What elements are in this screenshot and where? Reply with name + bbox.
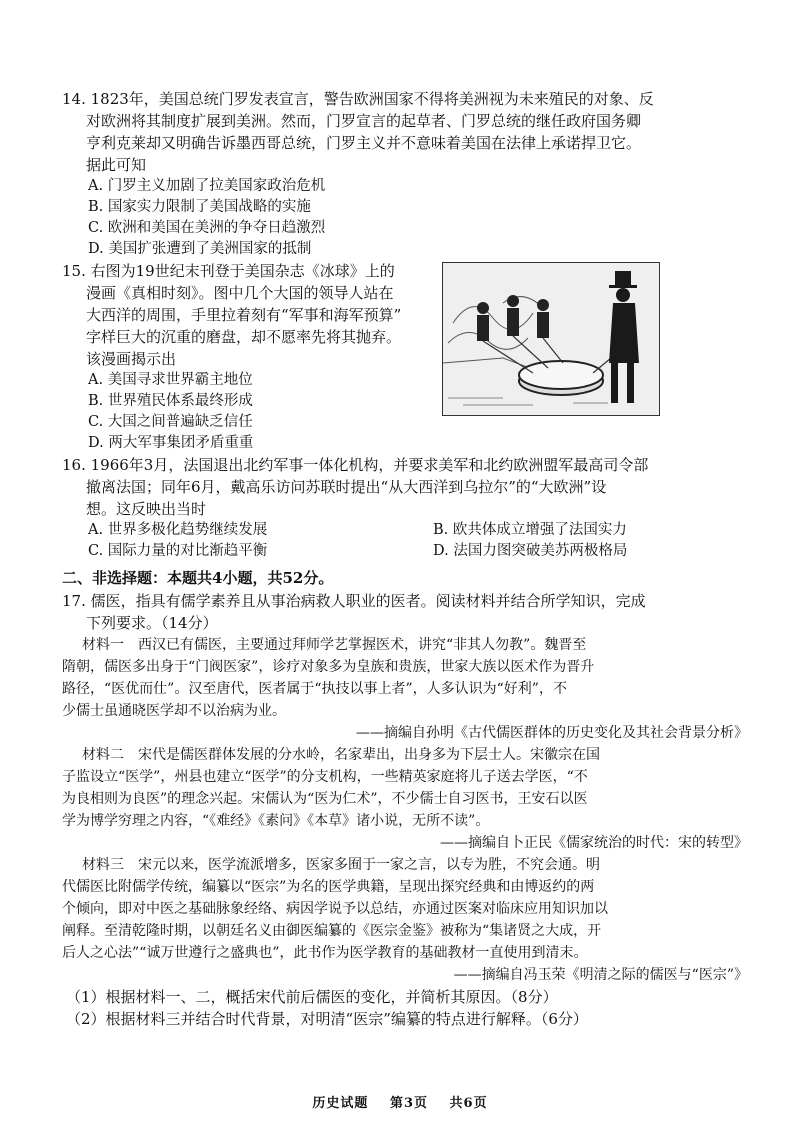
question-17: [62, 590, 752, 1030]
q17-stem-line: 17. 儒医，指具有儒学素养且从事治病救人职业的医者。阅读材料并结合所学知识，完成: [62, 592, 646, 610]
cartoon-illustration: [442, 262, 660, 416]
material-2-line: 材料二 宋代是儒医群体发展的分水岭，名家辈出，出身多为下层士人。宋徽宗在国: [82, 747, 600, 763]
q17-stem-line: 下列要求。（14分）: [86, 614, 218, 632]
material-3-line: 个倾向，即对中医之基础脉象经络、病因学说予以总结，亦通过医案对临床应用知识加以: [62, 901, 608, 917]
material-1-line: 隋朝，儒医多出身于“门阀医家”，诊疗对象多为皇族和贵族，世家大族以医术作为晋升: [62, 659, 595, 675]
q15-option-b: B. 世界殖民体系最终形成: [88, 393, 253, 409]
q16-stem-line: 想。这反映出当时: [86, 500, 207, 518]
page-footer: [0, 1092, 800, 1111]
material-1-line: 材料一 西汉已有儒医，主要通过拜师学艺掌握医术，讲究“非其人勿教”。魏晋至: [82, 637, 587, 653]
material-3-line: 材料三 宋元以来，医学流派增多，医家多囿于一家之言，以专为胜，不究会通。明: [82, 857, 600, 873]
q16-option-d: D. 法国力图突破美苏两极格局: [433, 543, 628, 559]
q14-stem-line: 14. 1823年，美国总统门罗发表宣言，警告欧洲国家不得将美洲视为未来殖民的对象、反: [62, 90, 654, 108]
material-3-line: 阐释。至清乾隆时期，以朝廷名义由御医编纂的《医宗金鉴》被称为“集诸贤之大成，开: [62, 923, 602, 939]
material-1-line: 少儒士虽通晓医学却不以治病为业。: [62, 703, 286, 719]
material-2-line: 学为博学穷理之内容，“《难经》《素问》《本草》诸小说，无所不读”。: [62, 813, 490, 829]
q15-option-c: C. 大国之间普遍缺乏信任: [88, 414, 253, 430]
q15-stem-line: 该漫画揭示出: [86, 350, 177, 368]
q15-stem-line: 大西洋的周围，手里拉着刻有“军事和海军预算”: [86, 306, 402, 324]
footer-page-number: 第3页: [389, 1096, 428, 1111]
q16-option-a: A. 世界多极化趋势继续发展: [88, 522, 268, 538]
q16-option-c: C. 国际力量的对比渐趋平衡: [88, 543, 268, 559]
q15-stem-line: 15. 右图为19世纪末刊登于美国杂志《冰球》上的: [62, 262, 395, 280]
material-3-line: 代儒医比附儒学传统，编纂以“医宗”为名的医学典籍，呈现出探究经典和由博返约的两: [62, 879, 595, 895]
q14-stem-line: 据此可知: [86, 156, 147, 174]
q15-stem-line: 字样巨大的沉重的磨盘，却不愿率先将其抛弃。: [86, 328, 402, 346]
q16-stem-line: 撤离法国；同年6月，戴高乐访问苏联时提出“从大西洋到乌拉尔”的“大欧洲”设: [86, 478, 607, 496]
question-14: [62, 88, 752, 260]
q15-option-d: D. 两大军事集团矛盾重重: [88, 435, 254, 451]
q14-option-a: A. 门罗主义加剧了拉美国家政治危机: [88, 178, 326, 194]
footer-subject: 历史试题: [312, 1096, 369, 1111]
q14-stem-line: 亨利克莱却又明确告诉墨西哥总统，门罗主义并不意味着美国在法律上承诺捍卫它。: [86, 134, 642, 152]
subquestion-1: （1）根据材料一、二，概括宋代前后儒医的变化，并简析其原因。（8分）: [66, 988, 558, 1006]
q15-option-a: A. 美国寻求世界霸主地位: [88, 372, 253, 388]
material-3-citation: ——摘编自冯玉荣《明清之际的儒医与“医宗”》: [453, 967, 748, 983]
q16-option-b: B. 欧共体成立增强了法国实力: [433, 522, 627, 538]
material-2-citation: ——摘编自卜正民《儒家统治的时代：宋的转型》: [440, 835, 748, 851]
q14-stem-line: 对欧洲将其制度扩展到美洲。然而，门罗宣言的起草者、门罗总统的继任政府国务卿: [86, 112, 642, 130]
footer-total-pages: 共6页: [449, 1096, 488, 1111]
material-2-line: 子监设立“医学”，州县也建立“医学”的分支机构，一些精英家庭将儿子送去学医，“不: [62, 769, 588, 785]
section-heading: 二、非选择题：本题共4小题，共52分。: [62, 569, 334, 587]
material-1-citation: ——摘编自孙明《古代儒医群体的历史变化及其社会背景分析》: [356, 725, 748, 741]
question-15: [62, 260, 752, 454]
cartoon-drawing: [443, 263, 659, 415]
material-1-line: 路径，“医优而仕”。汉至唐代，医者属于“执技以事上者”，人多认识为“好利”，不: [62, 681, 567, 697]
exam-page: [62, 88, 752, 1030]
material-2-line: 为良相则为良医”的理念兴起。宋儒认为“医为仁术”，不少儒士自习医书，王安石以医: [62, 791, 588, 807]
q16-stem-line: 16. 1966年3月，法国退出北约军事一体化机构，并要求美军和北约欧洲盟军最高司令部: [62, 456, 649, 474]
question-16: [62, 454, 752, 562]
q14-option-b: B. 国家实力限制了美国战略的实施: [88, 199, 311, 215]
q14-option-d: D. 美国扩张遭到了美洲国家的抵制: [88, 241, 312, 257]
material-3-line: 后人之心法”“诚万世遵行之盛典也”，此书作为医学教育的基础教材一直使用到清末。: [62, 945, 588, 961]
q14-option-c: C. 欧洲和美国在美洲的争夺日趋激烈: [88, 220, 326, 236]
q15-stem-line: 漫画《真相时刻》。图中几个大国的领导人站在: [86, 284, 394, 302]
subquestion-2: （2）根据材料三并结合时代背景，对明清“医宗”编纂的特点进行解释。（6分）: [66, 1010, 588, 1028]
